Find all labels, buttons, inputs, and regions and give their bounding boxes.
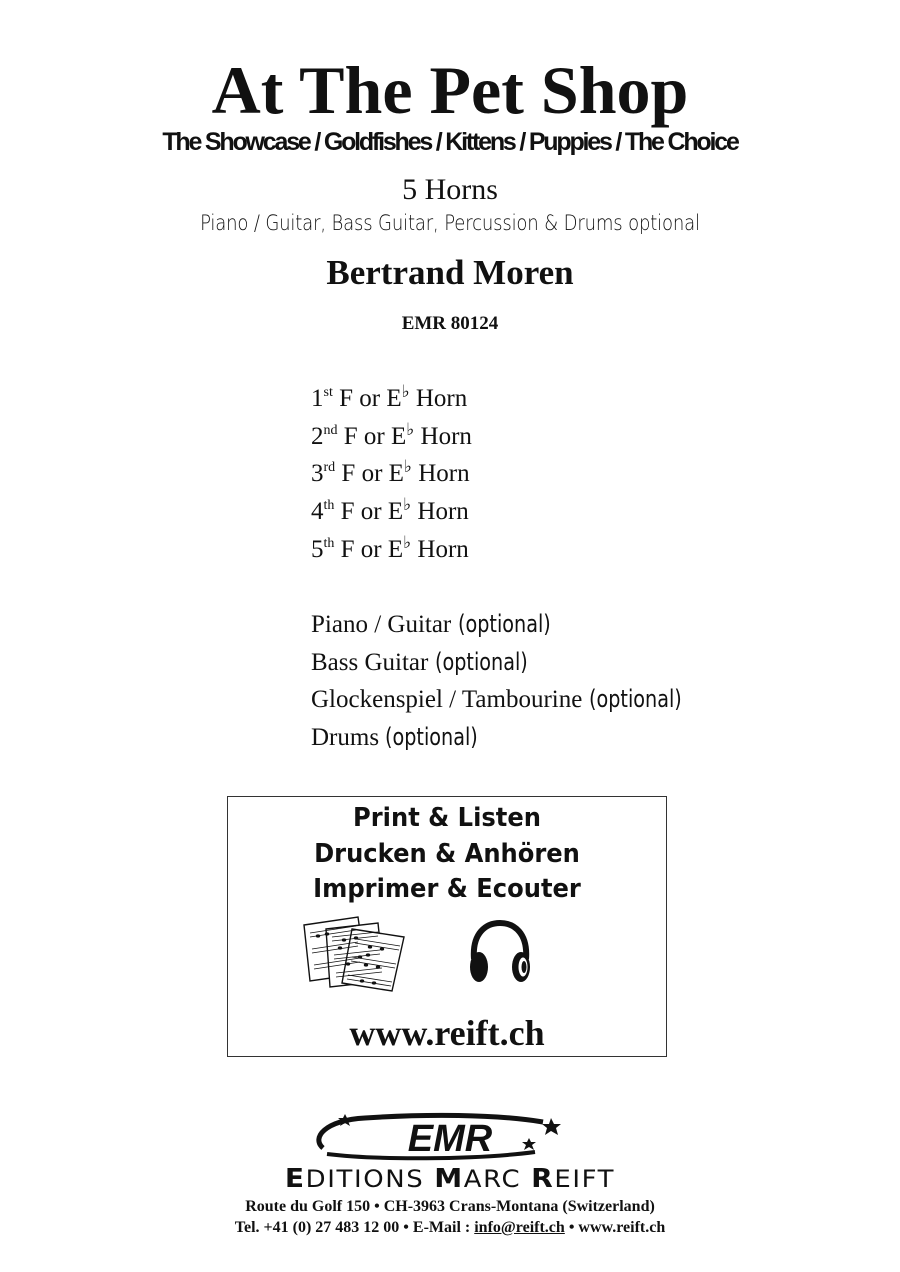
movements-subtitle: The Showcase / Goldfishes / Kittens / Puppies / The Choice bbox=[162, 128, 738, 156]
publisher-address: Route du Golf 150 • CH-3963 Crans-Montana (Switzerland) bbox=[245, 1198, 655, 1215]
emr-logo-icon bbox=[305, 1108, 595, 1164]
logo-text: EMR bbox=[407, 1118, 493, 1160]
catalog-number: EMR 80124 bbox=[401, 313, 499, 334]
flat-sign-icon: ♭ bbox=[403, 457, 412, 478]
flat-sign-icon: ♭ bbox=[406, 419, 415, 440]
horn-part-5: 5th F or E♭ Horn bbox=[311, 532, 469, 563]
horn-part-4: 4th F or E♭ Horn bbox=[311, 495, 469, 526]
publisher-contact: Tel. +41 (0) 27 483 12 00 • E-Mail : info@reift.ch • www.reift.ch bbox=[234, 1219, 666, 1236]
horn-parts-list bbox=[311, 380, 472, 569]
optional-parts-list bbox=[311, 606, 683, 757]
email-link[interactable]: info@reift.ch bbox=[474, 1219, 565, 1236]
website-link[interactable]: www.reift.ch bbox=[578, 1219, 666, 1236]
sheet-music-icon bbox=[300, 915, 410, 993]
page-title: At The Pet Shop bbox=[211, 52, 689, 128]
print-and-listen-box bbox=[227, 796, 667, 1057]
email-label: E-Mail : bbox=[412, 1219, 471, 1236]
print-listen-text bbox=[243, 801, 650, 908]
print-listen-line-de: Drucken & Anhören bbox=[314, 838, 580, 869]
optional-part-drums: Drums (optional) bbox=[311, 723, 479, 752]
optional-instruments-note: Piano / Guitar, Bass Guitar, Percussion & Drums optional bbox=[200, 211, 700, 235]
horn-part-3: 3rd F or E♭ Horn bbox=[311, 457, 470, 488]
print-listen-line-fr: Imprimer & Ecouter bbox=[313, 874, 581, 904]
phone-number: Tel. +41 (0) 27 483 12 00 bbox=[234, 1219, 400, 1236]
horn-part-2: 2nd F or E♭ Horn bbox=[311, 419, 472, 450]
flat-sign-icon: ♭ bbox=[401, 382, 410, 402]
optional-part-piano-guitar: Piano / Guitar (optional) bbox=[311, 610, 551, 638]
print-box-website-link[interactable]: www.reift.ch bbox=[349, 1013, 545, 1053]
headphones-icon bbox=[466, 919, 534, 989]
print-listen-line-en: Print & Listen bbox=[353, 803, 541, 833]
ensemble-label: 5 Horns bbox=[402, 173, 498, 206]
horn-part-1: 1st F or E♭ Horn bbox=[311, 382, 468, 412]
composer-name: Bertrand Moren bbox=[326, 253, 574, 292]
publisher-name: EDITIONS MARC REIFT bbox=[284, 1164, 616, 1194]
flat-sign-icon: ♭ bbox=[403, 532, 412, 553]
optional-part-glockenspiel: Glockenspiel / Tambourine (optional) bbox=[311, 685, 682, 714]
optional-part-bass-guitar: Bass Guitar (optional) bbox=[311, 647, 528, 676]
flat-sign-icon: ♭ bbox=[403, 495, 412, 516]
